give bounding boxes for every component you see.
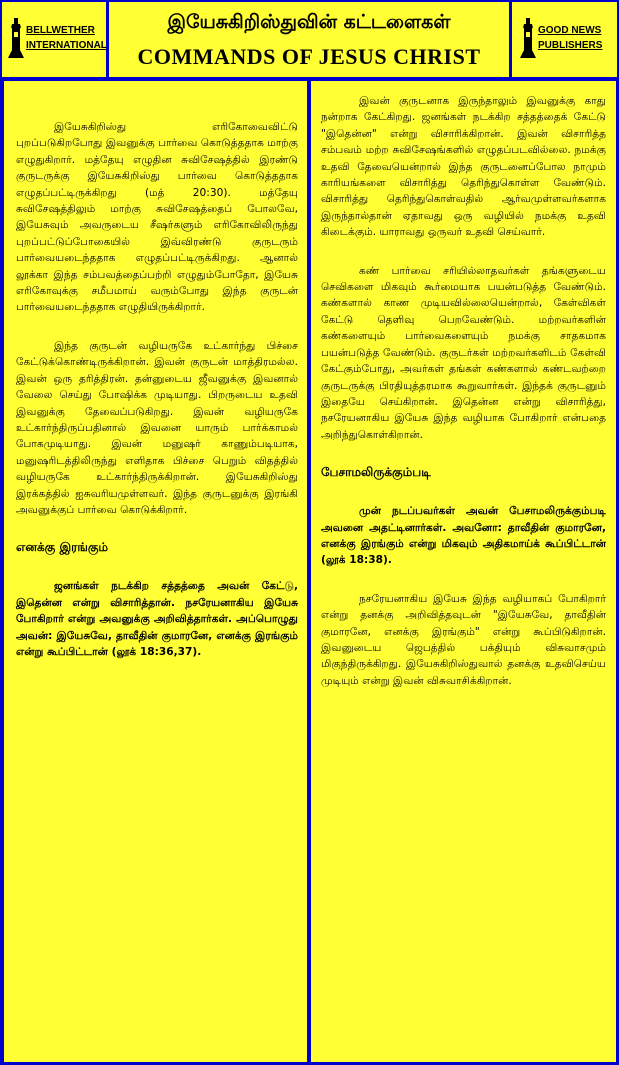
left-logo-line2: INTERNATIONAL [26,40,107,51]
section-heading-have-mercy: எனக்கு இரங்கும் [16,540,109,555]
good-news-logo [520,18,602,58]
page-title-english: COMMANDS OF JESUS CHRIST [137,44,481,69]
tower-icon [520,18,536,58]
left-logo-line1: BELLWETHER [26,25,95,36]
header-right-logo-box [512,2,617,77]
right-logo-line1: GOOD NEWS [538,25,602,36]
left-paragraph-1: இயேசுகிறிஸ்து எரிகோவைவிட்டு புறப்படுகிறபோது இவனுக்கு பார்வை கொடுத்ததாக மாற்கு எழுதுகிறார். மத்தேயு எழுதின சுவிசேஷத்தில் இரண்டு குருடருக்கு இயேசுகிறிஸ்து பார்வை கொடுத்ததாக எழுதப்பட்டிருக்கிறது (மத் 20:30). மத்தேயு சுவிசேஷத்திலும் மாற்கு சுவிசேஷத்தைப் போலவே, இயேசுவும் அவருடைய சீஷர்களும் எரிகோவிலிருந்து புறப்பட்டுப்போகையில் இவ்விரண்டு குருடரும் பார்வையடைந்ததாக எழுதப்பட்டிருக்கிறது. ஆனால் லூக்கா இந்த சம்பவத்தைப்பற்றி எழுதும்போதோ, இயேசு எரிகோவுக்கு சமீபமாய் வரும்போது இந்த குருடன் பார்வையடைந்ததாக எழுதியிருக்கிறார். [16,121,298,314]
right-column [311,81,616,1062]
page-title-tamil: இயேசுகிறிஸ்துவின் கட்டளைகள் [167,11,451,33]
left-paragraph-3: ஜனங்கள் நடக்கிற சத்தத்தை அவன் கேட்டு, இதென்ன என்று விசாரித்தான். நசரேயனாகிய இயேசு போகிறார் என்று அவனுக்கு அறிவித்தார்கள். அப்பொழுது அவன்: இயேசுவே, தாவீதின் குமாரனே, எனக்கு இரங்கும் என்று கூப்பிட்டான் (லூக் 18:36,37). [16,580,298,658]
section-heading-hold-peace: பேசாமலிருக்கும்படி [321,465,431,480]
tower-icon [8,18,24,58]
right-paragraph-2: கண் பார்வை சரியில்லாதவர்கள் தங்களுடைய செவிகளை மிகவும் கூர்மையாக பயன்படுத்த வேண்டும். கண்களால் காண முடியவில்லையென்றால், கேள்விகள் கேட்டு தெளிவு பெறவேண்டும். மற்றவர்களின் கண்களையும் பார்வைகளையும் நமக்கு சாதகமாக பயன்படுத்த வேண்டும். குருடர்கள் மற்றவர்களிடம் கேள்வி கேட்கும்போது, அவர்கள் தங்கள் கண்களால் கண்டவற்றை குருடருக்கு பிரதியுத்தரமாக கூறுவார்கள். இந்தக் குருடனும் இதையே செய்கிறான். இதென்ன என்று விசாரித்து, நசரேயனாகிய இயேசு இந்த வழியாக போகிறார் என்பதை அறிந்துகொள்கிறான். [321,264,606,441]
left-column [4,81,307,1062]
header-left-logo-box [2,2,106,77]
bellwether-logo [8,18,107,58]
header-title-box [109,2,509,77]
right-paragraph-1: இவன் குருடனாக இருந்தாலும் இவனுக்கு காது நன்றாக கேட்கிறது. ஜனங்கள் நடக்கிற சத்தத்தைக் கேட்டு "இதென்ன" என்று விசாரிக்கிறான். இவன் விசாரித்த சம்பவம் மற்ற சுவிசேஷங்களில் எழுதப்படவில்லை. நமக்கு உதவி தேவையென்றால் இந்த குருடனைப்போல நாமும் காரியங்களை விசாரித்து தெரிந்துகொள்ள வேண்டும். விசாரித்து தெரிந்துகொள்வதில் ஆர்வமுள்ளவர்களாக இருந்தால்தான் ஏதாவது ஒரு வழியில் நமக்கு உதவி கிடைக்கும். யாராவது ஒருவர் உதவி செய்வார். [321,95,606,239]
left-paragraph-2: இந்த குருடன் வழியருகே உட்கார்ந்து பிச்சை கேட்டுக்கொண்டிருக்கிறான். இவன் குருடன் மாத்திரமல்ல. இவன் ஒரு தரித்திரன். தன்னுடைய ஜீவனுக்கு இவனால் வேலை செய்து போஷிக்க முடியாது. பிறருடைய உதவி இவனுக்கு தேவைப்படுகிறது. இவன் வழியருகே உட்கார்ந்திருப்பதினால் இவனை யாரும் பார்க்காமல் போகமுடியாது. இவன் மனுஷர் காணும்படியாக, மனுஷரிடத்திலிருந்து எளிதாக பிச்சை பெறும் விதத்தில் வழியருகே உட்கார்ந்திருக்கிறான். இயேசுகிறிஸ்து இரக்கத்தில் ஐசுவரியமுள்ளவர். இந்த குருடனுக்கு இரங்கி அவனுக்குப் பார்வை கொடுக்கிறார். [16,339,298,516]
right-paragraph-4: நசரேயனாகிய இயேசு இந்த வழியாகப் போகிறார் என்று தனக்கு அறிவித்தவுடன் "இயேசுவே, தாவீதின் குமாரனே, எனக்கு இரங்கும்" என்று கூப்பிடுகிறான். இவனுடைய ஜெபத்தில் பக்தியும் விசுவாசமும் மிகுந்திருக்கிறது. இயேசுகிறிஸ்துவால் தனக்கு உதவிசெய்ய முடியும் என்று இவன் விசுவாசிக்கிறான். [321,592,606,687]
right-paragraph-3: முன் நடப்பவர்கள் அவன் பேசாமலிருக்கும்படி அவனை அதட்டினார்கள். அவனோ: தாவீதின் குமாரனே, எனக்கு இரங்கும் என்று மிகவும் அதிகமாய்க் கூப்பிட்டான் (லூக் 18:38). [321,505,606,567]
right-logo-line2: PUBLISHERS [538,40,603,51]
